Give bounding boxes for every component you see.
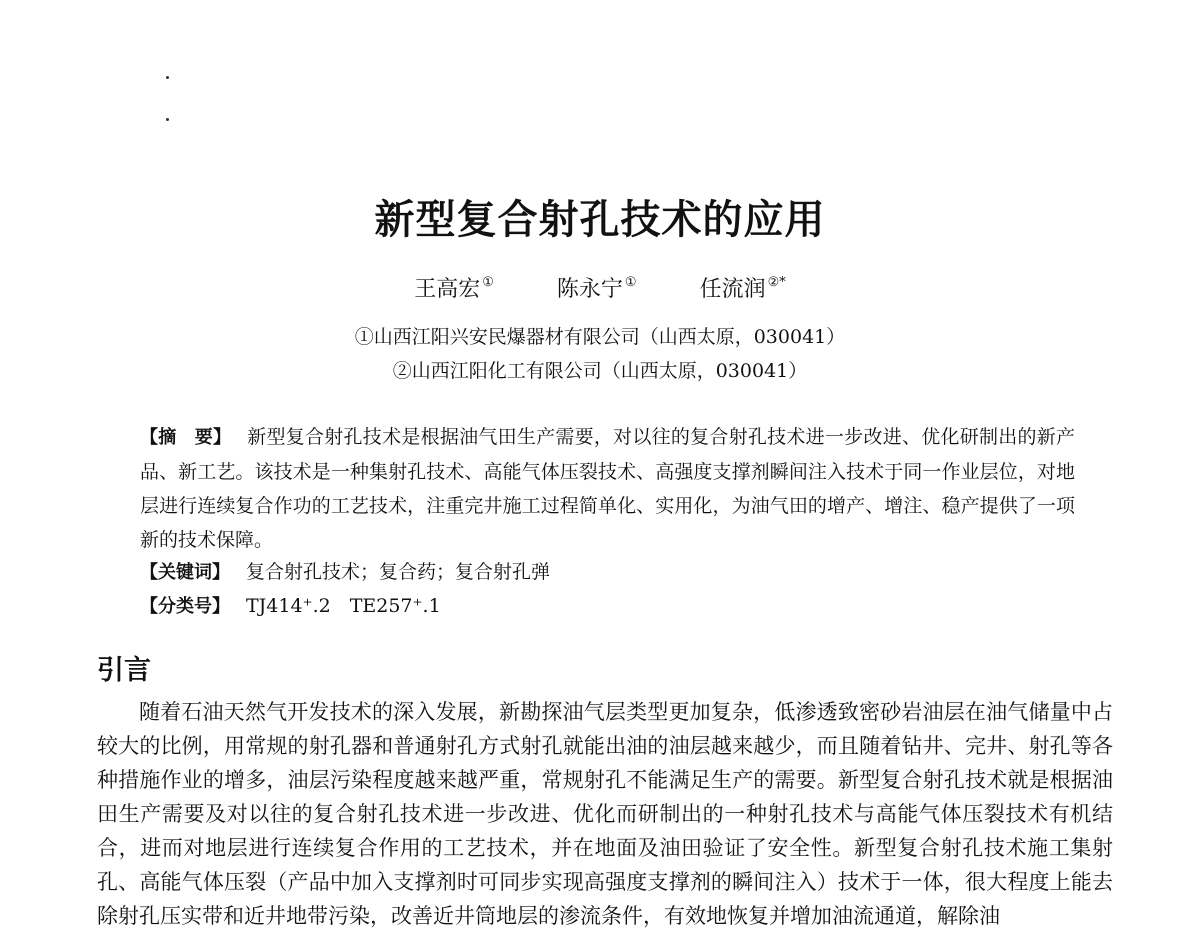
section-heading: 引言: [97, 655, 151, 686]
author-name: 王高宏: [414, 277, 481, 302]
abstract: [140, 420, 1075, 557]
author-list: [0, 272, 1200, 303]
author-mark: ①: [624, 275, 637, 290]
scan-speck: [166, 76, 169, 79]
author: [700, 272, 786, 303]
paper-title: 新型复合射孔技术的应用: [374, 196, 826, 243]
keywords-text: 复合射孔技术；复合药；复合射孔弹: [246, 561, 551, 583]
classification: [140, 589, 1075, 624]
body-paragraph: 随着石油天然气开发技术的深入发展，新勘探油气层类型更加复杂，低渗透致密砂岩油层在油气储量中占较大的比例，用常规的射孔器和普通射孔方式射孔就能出油的油层越来越少，而且随着钻井、完井、射孔等各种措施作业的增多，油层污染程度越来越严重，常规射孔不能满足生产的需要。新型复合射孔技术就是根据油田生产需要及对以往的复合射孔技术进一步改进、优化而研制出的一种射孔技术与高能气体压裂技术有机结合，进而对地层进行连续复合作用的工艺技术，并在地面及油田验证了安全性。新型复合射孔技术施工集射孔、高能气体压裂（产品中加入支撑剂时可同步实现高强度支撑剂的瞬间注入）技术于一体，很大程度上能去除射孔压实带和近井地带污染，改善近井筒地层的渗流条件，有效地恢复并增加油流通道，解除油: [97, 700, 1113, 928]
keywords-label: 【关键词】: [140, 562, 230, 583]
author: [557, 272, 637, 303]
keywords: [140, 555, 1075, 590]
abstract-text: 新型复合射孔技术是根据油气田生产需要，对以往的复合射孔技术进一步改进、优化研制出的新产品、新工艺。该技术是一种集射孔技术、高能气体压裂技术、高强度支撑剂瞬间注入技术于同一作业层位，对地层进行连续复合作功的工艺技术，注重完井施工过程简单化、实用化，为油气田的增产、增注、稳产提供了一项新的技术保障。: [140, 426, 1075, 551]
author-mark: ①: [482, 275, 494, 290]
affiliation: ①山西江阳兴安民爆器材有限公司（山西太原，030041）: [354, 326, 846, 348]
classification-text: TJ414⁺.2 TE257⁺.1: [246, 595, 441, 617]
author-mark: ②*: [767, 275, 786, 290]
scan-speck: [166, 118, 169, 121]
author: [414, 272, 494, 303]
affiliation: ②山西江阳化工有限公司（山西太原，030041）: [392, 360, 808, 382]
author-name: 陈永宁: [556, 277, 623, 302]
abstract-label: 【摘 要】: [140, 427, 232, 448]
author-name: 任流润: [699, 277, 766, 302]
classification-label: 【分类号】: [140, 596, 230, 617]
